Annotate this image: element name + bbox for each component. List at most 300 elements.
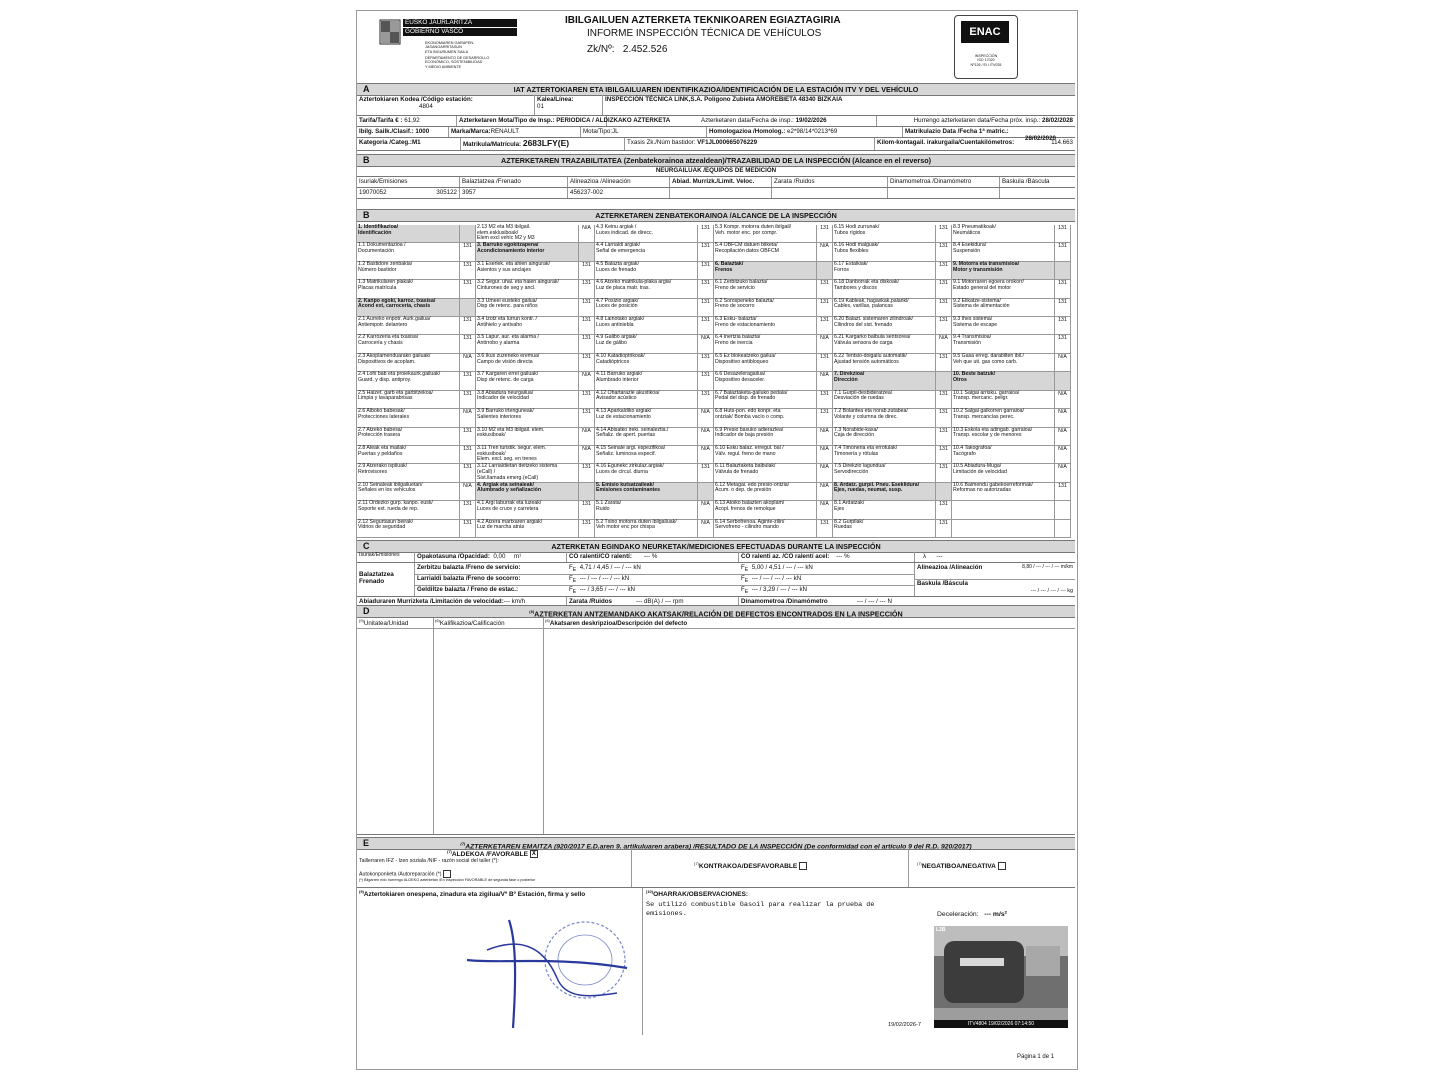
scope-item-result: 131 (579, 501, 595, 519)
scope-item-result: 131 (1055, 317, 1071, 335)
scope-item-4-9 (833, 391, 936, 409)
scope-item-label: 3. Barruko egokitzapena/ Acondicionamiento interior (477, 242, 545, 255)
scope-item-label: 2.6 Alboko babesak/ Protecciones laterales (358, 408, 410, 420)
scope-item-2-13 (595, 464, 698, 482)
scope-item-label: 8. Ardatz. gurpil. Pneu. Eseklidura/ Ejes, ruedas, neumat, susp. (834, 481, 920, 494)
scope-item-result (698, 483, 714, 501)
scope-item-result: 131 (460, 428, 476, 446)
scope-item-4-13 (833, 464, 936, 482)
defects-col-rating: Kalifikazioa/Calificación (439, 620, 505, 628)
scope-item-5-16 (952, 520, 1055, 538)
scope-item-4-0 (833, 225, 936, 243)
scope-item-1-13 (476, 464, 579, 482)
scope-item-1-9 (476, 391, 579, 409)
scope-item-label: 2.9 Atzerako ispiluak/ Retrovisores (358, 463, 408, 476)
scope-item-5-5 (952, 317, 1055, 335)
scope-item-label: 2.12 Segurtasun beirak/ Vidrios de seguridad (358, 518, 414, 531)
scope-item-label: 6.11 Balaztaketa balbulak/ Válvula de frenado (715, 463, 776, 476)
scope-item-3-0 (714, 225, 817, 243)
scope-item-label: 3.7 Kargaren errel gailuak/ Disp de retenc. de carga (477, 371, 539, 383)
scope-item-result: 131 (579, 262, 595, 280)
inspection-report-page (356, 10, 1078, 1070)
scope-item-label: 3.5 Lapur. aur. eta alarma / Antirrobo y alarma (477, 334, 540, 347)
scope-item-4-3 (833, 280, 936, 298)
scope-item-result: 131 (698, 391, 714, 409)
scope-item-result: 131 (460, 262, 476, 280)
scope-item-result: 131 (1055, 225, 1071, 243)
scope-item-result: N/A (698, 335, 714, 353)
scope-item-label: 9. Motorra eta transmisioa/ Motor y transmisión (953, 260, 1020, 273)
scope-item-result: N/A (579, 372, 595, 390)
scope-item-1-14 (476, 483, 579, 501)
scope-item-result: N/A (817, 372, 833, 390)
scope-item-2-2 (595, 262, 698, 280)
scope-item-3-16 (714, 520, 817, 538)
scope-item-2-1 (595, 243, 698, 261)
title-spanish: INFORME INSPECCIÓN TÉCNICA DE VEHÍCULOS (587, 28, 822, 39)
scope-item-label: 4.8 Lainotako argiak/ Luces antiniebla (596, 316, 645, 328)
section-b-scope-header: B AZTERKETAREN ZENBATEKORAINOA /ALCANCE DE LA INSPECCIÓN (357, 209, 1075, 222)
scope-item-3-10 (714, 409, 817, 427)
scope-item-3-15 (714, 501, 817, 519)
scope-item-result: N/A (817, 464, 833, 482)
scope-item-result: N/A (698, 501, 714, 519)
scope-item-result (579, 483, 595, 501)
scope-item-result: 131 (936, 280, 952, 298)
scope-item-result: 131 (460, 335, 476, 353)
scope-item-label: 3.1 Eserlek. eta ahien aingurak/ Asientos y sus anclajes (477, 260, 550, 273)
scope-item-result (460, 225, 476, 243)
scope-item-result: N/A (460, 409, 476, 427)
scope-item-label: 2.5 Haizet. garb eta garbitzekoa/ Limpia y lavaparabrisas (358, 389, 433, 402)
scope-item-result: 131 (698, 243, 714, 261)
scope-item-result: 131 (936, 243, 952, 261)
scope-item-result: 131 (1055, 280, 1071, 298)
scope-item-3-9 (714, 391, 817, 409)
scope-item-3-8 (714, 372, 817, 390)
scope-item-result: 131 (460, 372, 476, 390)
scope-item-0-14 (357, 483, 460, 501)
scope-item-4-2 (833, 262, 936, 280)
scope-item-label: 6.7 Balaztaketa-gailuko pedala/ Pedal del disp. de frenado (715, 389, 788, 402)
scope-item-result: 131 (579, 464, 595, 482)
scope-item-1-11 (476, 428, 579, 446)
scope-item-result: N/A (817, 483, 833, 501)
section-b-traceability-header: B AZTERKETAREN TRAZABILITATEA (Zenbatekorainoa atzealdean)/TRAZABILIDAD DE LA INSPECCIÓN (Alcance en el reverso) (357, 154, 1075, 167)
scope-item-result: N/A (1055, 409, 1071, 427)
defects-col-description: Akatsaren deskripzioa/Descripción del defecto (549, 620, 688, 628)
scope-item-label: 4.10 Katadioptrikoak/ Catadióptricos (596, 352, 645, 365)
scope-item-3-2 (714, 262, 817, 280)
scope-item-3-14 (714, 483, 817, 501)
scope-item-label: 6.18 Danborrak eta diskoak/ Tambores y discos (834, 279, 899, 291)
scope-item-result: 131 (936, 409, 952, 427)
scope-item-result (936, 483, 952, 501)
scope-item-4-12 (833, 446, 936, 464)
defects-col-unit: Unitatea/Unidad (363, 620, 409, 628)
scope-item-label: 4.16 Egunekc zirkulaz.argiak/ Luces de circul. diurna (596, 463, 664, 476)
scope-item-5-4 (952, 299, 1055, 317)
scope-item-5-10 (952, 409, 1055, 427)
station-row: Aztertokiaren Kodea /Código estación: 4804 Kalea/Línea: 01 INSPECCIÓN TÉCNICA LINK,S.A. Polígono Zubieta AMOREBIETA 48340 BIZKAIA (357, 95, 1075, 116)
scope-item-result: 131 (1055, 335, 1071, 353)
scope-item-1-5 (476, 317, 579, 335)
scope-item-result: 131 (698, 299, 714, 317)
scope-item-4-6 (833, 335, 936, 353)
scope-item-2-9 (595, 391, 698, 409)
scope-item-label: 5.2 Txino motorra duten ibilgailuak/ Veh motor enc por chispa (596, 518, 677, 531)
scope-item-label: 4.12 Ohartarazle akustikoa/ Avisador acústico (596, 389, 660, 402)
scope-item-label: 2.4 Lohi bab eta proiekaurk.gailuak/ Guard. y disp. antiproy. (358, 371, 441, 383)
scope-item-result: N/A (1055, 354, 1071, 372)
scope-item-5-12 (952, 446, 1055, 464)
scope-item-label: 8.1 Ardatzak/ Ejes (834, 500, 865, 512)
scope-item-label: 3.6 Ikus zuzeneko eremua/ Campo de visión directa (477, 352, 540, 365)
scope-item-5-14 (952, 483, 1055, 501)
scope-item-2-15 (595, 501, 698, 519)
scope-item-0-10 (357, 409, 460, 427)
scope-item-result: 131 (698, 225, 714, 243)
scope-item-0-16 (357, 520, 460, 538)
scope-item-1-0 (476, 225, 579, 243)
scope-item-result: 131 (936, 428, 952, 446)
scope-item-2-7 (595, 354, 698, 372)
scope-item-result: 131 (698, 464, 714, 482)
scope-item-1-8 (476, 372, 579, 390)
scope-item-0-4 (357, 299, 460, 317)
scope-item-label: 7.1 Gurpil-desbideratzea/ Desviación de ruedas (834, 389, 893, 402)
scope-item-1-6 (476, 335, 579, 353)
scope-item-label: 5.1 Zarata/ Ruido (596, 500, 622, 512)
inspection-type-row: Tarifa/Tarifa € : 61,92 Azterketaren Mota/Tipo de Insp.: PERIODICA / ALDIZKAKO AZTERKETA Azterketaren data/Fecha de insp.: 19/02/2026 Hurrengo azterketaren data/Fecha próx. insp.: 28/02/2028 (357, 116, 1075, 127)
scope-item-result: N/A (460, 483, 476, 501)
scope-item-label: 2.1 Aurreko enpotr. Aurk.gailua/ Antiempotr. delantero (358, 316, 431, 328)
scope-item-label: 6.21 Kargarko balbula sentsorea/ Válvula sensora de carga (834, 334, 911, 347)
scope-item-label: 6.6 Desazeleragailua/ Dispositivo desaceler. (715, 371, 766, 383)
self-repair-checkbox (443, 870, 451, 878)
scope-item-result: 131 (579, 391, 595, 409)
scope-item-result: 131 (1055, 299, 1071, 317)
favorable-checkbox: X (531, 851, 536, 858)
scope-item-2-8 (595, 372, 698, 390)
scope-item-result: 131 (460, 501, 476, 519)
section-a-header: A IAT AZTERTOKIAREN ETA IBILGAILUAREN IDENTIFIKAZIOA/IDENTIFICACIÓN DE LA ESTACIÓN ITV Y DEL VEHÍCULO (357, 83, 1075, 96)
scope-item-result: 131 (460, 280, 476, 298)
scope-item-3-12 (714, 446, 817, 464)
scope-item-label: 1.3 Matrikularen plakak/ Placas matrícula (358, 279, 414, 291)
scope-item-label: 4.6 Atzeko matrikula-plaka argia/ Luz de placa matr. tras. (596, 279, 672, 291)
scope-item-label: 6.15 Hodi zurrunak/ Tubos rígidos (834, 224, 880, 236)
scope-item-result: 131 (817, 391, 833, 409)
title-basque: IBILGAILUEN AZTERKETA TEKNIKOAREN EGIAZTAGIRIA (565, 15, 841, 26)
scope-item-label: 3.10 M2 eta M3 ibilgail. elem. eskiusiboak/ (477, 426, 545, 439)
scope-item-label: 4.9 Galibo argiak/ Luz de gálibo (596, 334, 637, 347)
scope-item-label: 6.13 Atoiko balazten akoplam/ Acopl. frenos de remolque (715, 500, 785, 512)
scope-item-3-7 (714, 354, 817, 372)
scope-item-result: N/A (936, 335, 952, 353)
scope-item-label: 8.3 Pneumatikoak/ Neumáticos (953, 224, 996, 236)
photo-caption: ITV4804 19/02/2026 07:14:50 (934, 1020, 1068, 1028)
scope-item-3-1 (714, 243, 817, 261)
scope-item-result: 131 (460, 243, 476, 261)
scope-item-label: 7.2 Bolantea eta norab.zutabea/ Volante y columna de direc. (834, 408, 908, 420)
scope-item-result: N/A (1055, 428, 1071, 446)
scope-item-label: 2.10 Seinaleak ibilgailuetan/ Señales en los vehículos (358, 481, 423, 494)
scope-item-result: 131 (936, 299, 952, 317)
scope-item-0-8 (357, 372, 460, 390)
scope-item-label: 4.15 Seinale argi. espezifikoa/ Señaliz. luminosa especif. (596, 444, 666, 457)
scope-item-result: 131 (936, 391, 952, 409)
scope-item-label: 2.3 Akoplamenduarako gailuak/ Dispositivos de acoplam. (358, 352, 431, 365)
scope-item-label: 10.3 Eskola eta adingab. garraioa/ Transp. escolar y de menores (953, 426, 1033, 439)
scope-item-label: 2.8 Ateak eta mailak/ Puertas y peldaños (358, 444, 407, 457)
scope-item-result: N/A (817, 501, 833, 519)
scope-item-label: 9.3 Ihes sistema/ Sistema de escape (953, 316, 998, 328)
scope-item-0-9 (357, 391, 460, 409)
scope-item-result: N/A (817, 428, 833, 446)
scope-item-label: 10. Beste batzuk/ Otros (953, 371, 996, 383)
scope-item-result: 131 (936, 354, 952, 372)
scope-item-result: 131 (579, 280, 595, 298)
scope-item-4-1 (833, 243, 936, 261)
scope-item-4-7 (833, 354, 936, 372)
scope-item-label: 2.7 Atzeko babesa/ Protección trasera (358, 426, 403, 439)
scope-item-label: 10.2 Salgai galkorren garraioa/ Transp. mercancías perec. (953, 408, 1024, 420)
scope-item-5-2 (952, 262, 1055, 280)
equipment-values-row: 19070052 305122 3957 456237-002 (357, 188, 1075, 199)
scope-item-result (1055, 501, 1071, 519)
scope-item-label: 4.4 Larrialdi argiak/ Señal de emergencia (596, 242, 646, 255)
scope-item-result: 131 (698, 372, 714, 390)
scope-item-result: 131 (698, 354, 714, 372)
scope-item-label: 7.5 Direkzio lagundua/ Servodirección (834, 463, 886, 476)
scope-item-3-6 (714, 335, 817, 353)
scope-item-3-5 (714, 317, 817, 335)
scope-item-result: N/A (579, 428, 595, 446)
scope-item-1-4 (476, 299, 579, 317)
scope-item-label: 1. Identifikazioa/ Identificación (358, 224, 399, 236)
scope-item-label: 6.9 Presio baxuko adierazlea/ Indicador de baja presión (715, 426, 784, 439)
scope-item-2-0 (595, 225, 698, 243)
scope-item-0-15 (357, 501, 460, 519)
scope-item-label: 3.9 Barruko irtenguneak/ Salientes interiores (477, 408, 534, 420)
scope-item-result: 131 (817, 280, 833, 298)
scope-item-label: 3.4 Izotz eta lurrun kontr. / Antihielo y antivaho (477, 316, 537, 328)
scope-item-0-2 (357, 262, 460, 280)
scope-item-label: 4.3 Keinu argiak / Luces indicad. de direcc. (596, 224, 654, 236)
scope-item-result: 131 (460, 446, 476, 464)
inspection-scope-grid (357, 225, 1075, 538)
scope-item-1-10 (476, 409, 579, 427)
scope-item-label: 4.1 Argi laburrak eta luzeak/ Luces de cruce y carretera (477, 500, 542, 512)
scope-item-1-2 (476, 262, 579, 280)
page-number: Página 1 de 1 (1017, 1054, 1055, 1060)
scope-item-label: 2. Kanpo egoki, karroz, txasisa/ Acond ext, carrocería, chasis (358, 297, 436, 310)
defects-table: $^{(9)}$Unitatea/Unidad $^{(6)}$Kalifikazioa/Calificación $^{(8)}$Akatsaren deskripzioa/Descripción del defecto (357, 618, 1075, 835)
scope-item-1-3 (476, 280, 579, 298)
scope-item-5-15 (952, 501, 1055, 519)
scope-item-result: N/A (817, 243, 833, 261)
scope-item-result: 131 (936, 446, 952, 464)
report-number: Zk/Nº: 2.452.526 (587, 44, 668, 55)
scope-item-label: 6.19 Kableak, hagaxkak,palankl/ Cables, varillas, palancas (834, 297, 909, 310)
scope-item-label: 4.13 Aparkaldiko argiak/ Luz de estacionamiento (596, 408, 652, 420)
scope-item-label: 5. Emisio kutsatzaileak/ Emisiones contaminantes (596, 481, 660, 494)
scope-item-label: 2.11 Ordezko gurp. kanpo. eusk/ Soporte ext. rueda de rep. (358, 500, 433, 512)
scope-item-0-13 (357, 464, 460, 482)
result-row: $^{(7)}$ALDEKOA /FAVORABLE X Taillerraren IFZ - Izen soziala /NIF - razón social del taller (*): Autokonponketa /Autoreparación (*) (*) Bilgarren edo hurrengo ALDEKO azterketan /En inspección FAVORABLE de segunda fase o posterior $^{(7)}$KONTRAKOA/DESFAVORABLE $^{(7)}$NEGATIBOA/NEGATIVA (357, 849, 1075, 888)
scope-item-4-16 (833, 520, 936, 538)
scope-item-label: 3.3 Umeei eusteko gailua/ Disp de retenc. para niños (477, 297, 538, 310)
plate-row: Kategoria /Categ.:M1 Matrikula/Matrícula: 2683LFY(E) Txasis Zk./Núm bastidor: VF1JL000665076229 Kilom-kontagail. irakurgaila/Cuentakilómetros: 114.663 (357, 138, 1075, 151)
scope-item-1-16 (476, 520, 579, 538)
scope-item-label: 4.14 Abisatko ireki. seinaleztia./ Señaliz. de apert. puertas (596, 426, 669, 439)
scope-item-result: N/A (698, 446, 714, 464)
unfavorable-checkbox (799, 862, 807, 870)
scope-item-result: 131 (698, 262, 714, 280)
section-d-header: D $^{(8)}$AZTERKETAN ANTZEMANDAKO AKATSAK/RELACIÓN DE DEFECTOS ENCONTRADOS EN LA INSPECCIÓN (357, 605, 1075, 618)
scope-item-3-4 (714, 299, 817, 317)
scope-item-2-4 (595, 299, 698, 317)
scope-item-2-5 (595, 317, 698, 335)
scope-item-label: 4.11 Barruko argiak/ Alumbrado interior (596, 371, 643, 383)
scope-item-2-12 (595, 446, 698, 464)
scope-item-result: N/A (1055, 464, 1071, 482)
scope-item-1-12 (476, 446, 579, 464)
basque-government-logo (379, 17, 519, 77)
scope-item-result: 131 (936, 317, 952, 335)
scope-item-5-0 (952, 225, 1055, 243)
scope-item-1-7 (476, 354, 579, 372)
scope-item-result: 131 (936, 464, 952, 482)
scope-item-5-7 (952, 354, 1055, 372)
enac-logo (954, 15, 1018, 79)
scope-item-label: 10.1 Salgai arrisku. garraioa/ Transp. mercanc. peligr. (953, 389, 1020, 402)
scope-item-0-1 (357, 243, 460, 261)
scope-item-result: 131 (1055, 483, 1071, 501)
scope-item-0-5 (357, 317, 460, 335)
logo-line-2: GOBIERNO VASCO (403, 28, 517, 36)
scope-item-result: N/A (579, 225, 595, 243)
scope-item-result: 131 (817, 354, 833, 372)
scope-item-result (1055, 372, 1071, 390)
scope-item-label: 6.2 Sorospeneko balazta/ Freno de socorro (715, 297, 774, 310)
scope-item-result: N/A (817, 446, 833, 464)
scope-item-2-11 (595, 428, 698, 446)
scope-item-result: N/A (1055, 446, 1071, 464)
scope-item-label: 7.3 Norabide-kaxa/ Caja de dirección (834, 426, 878, 439)
vehicle-class-row: Ibilg. Sailk./Clasif.: 1000 Marka/Marca:RENAULT Mota/Tipo:JL Homologazioa /Homolog.: e2*98/14*0213*69 Matrikulazio Data /Fecha 1ª matric.: 28/02/2020 (357, 127, 1075, 138)
scope-item-label: 4. Argiak eta seinaleak/ Alumbrado y señalización (477, 481, 541, 494)
scope-item-result: 131 (936, 262, 952, 280)
scope-item-result (460, 299, 476, 317)
scope-item-label: 6.22 Tentsio-doigailu automatik/ Ajustad tensión automáticos (834, 352, 907, 365)
scope-item-result: 131 (817, 225, 833, 243)
scope-item-result: 131 (698, 317, 714, 335)
scope-item-result: N/A (1055, 391, 1071, 409)
scope-item-label: 1.2 Bastidore zenbakia/ Número bastidor (358, 260, 413, 273)
scope-item-label: 4.5 Balazta argiak/ Luces de frenado (596, 260, 639, 273)
scope-item-result: 131 (579, 299, 595, 317)
speed-noise-row: Abiaduraren Murrizketa /Limitación de velocidad:--- km/h Zarata /Ruidos --- dB(A) / --- rpm Dinamometroa /Dinamómetro --- / --- / --- N (357, 597, 1075, 608)
scope-item-label: 6. Balaztak/ Frenos (715, 260, 744, 273)
scope-item-label: 10.4 Takografoa/ Tacógrafo (953, 444, 992, 457)
scope-item-label: 6.20 Balazt. sistemaren zilindroak/ Cilindros del sist. frenado (834, 316, 914, 328)
scope-item-label: 6.16 Hodi malguak/ Tubos flexibles (834, 242, 879, 255)
scope-item-4-8 (833, 372, 936, 390)
scope-item-0-0 (357, 225, 460, 243)
scope-item-label: 8.4 Esekidura/ Suspensión (953, 242, 987, 255)
scope-item-1-15 (476, 501, 579, 519)
scope-item-result: 131 (579, 335, 595, 353)
scope-item-2-16 (595, 520, 698, 538)
scope-item-result: 131 (817, 409, 833, 427)
scope-item-2-6 (595, 335, 698, 353)
scope-item-4-15 (833, 501, 936, 519)
signature-observations-block: $^{(9)}$Aztertokiaren onespena, zinadura eta zigilua/Vº Bº Estación, firma y sello $^{(10)}$OHARRAK/OBSERVACIONES: Se utilizó combustible Gasoil para realizar la prueba de emisiones. Deceleración: --- m/s² L2B ITV4804 19/02/2026 07:14:50 19/02/2026-7 (357, 888, 1075, 1035)
scope-item-result (579, 243, 595, 261)
scope-item-result: 131 (579, 520, 595, 538)
scope-item-label: 6.17 Estalkiak/ Forros (834, 260, 868, 273)
scope-item-label: 1.1 Dokumentazioa / Documentación (358, 242, 406, 255)
scope-item-label: 3.8 Abiadura neurgailua/ Indicador de velocidad (477, 389, 534, 402)
scope-item-label: 6.12 Metagai. edo presio-ontzia/ Acum. o dep. de presión (715, 481, 790, 494)
negative-checkbox (998, 862, 1006, 870)
signature-stamp-icon (447, 898, 637, 1033)
scope-item-result: 131 (460, 317, 476, 335)
scope-item-4-5 (833, 317, 936, 335)
scope-item-4-11 (833, 428, 936, 446)
emissions-row: Isuriak/Emisiones Opakotasuna /Opacidad: 0,00 m¹ CO ralenti/CO ralentí: --- % CO ralenti az. /CO ralentí acel: --- % λ --- (357, 552, 1075, 563)
scope-item-label: 5.3 Kompr. motorra duten ibilgail/ Veh. motor enc. por compr. (715, 224, 792, 236)
equipment-subtitle: NEURGAILUAK /EQUIPOS DE MEDICIÓN (357, 166, 1075, 177)
scope-item-2-14 (595, 483, 698, 501)
scope-item-result: 131 (817, 520, 833, 538)
scope-item-label: 3.2 Segur. uhal. eta haien aingurak/ Cinturones de seg y ancl. (477, 279, 559, 291)
scope-item-result: N/A (698, 428, 714, 446)
scope-item-result (817, 262, 833, 280)
scope-item-label: 4.2 Atzera martxaren argiak/ Luz de marcha atrás (477, 518, 543, 531)
logo-line-1: EUSKO JAURLARITZA (403, 19, 517, 27)
scope-item-label: 5.4 OBFCM datuen bilketa/ Recopilación datos OBFCM (715, 242, 780, 255)
scope-item-result: 131 (936, 520, 952, 538)
scope-item-label: 2.13 M2 eta M3 ibilgail. elem.esklusiboak/ Elem excl vehíc M2 y M3 (477, 224, 535, 242)
enac-mark: ENAC (961, 21, 1009, 43)
scope-item-result (1055, 262, 1071, 280)
scope-item-0-6 (357, 335, 460, 353)
scope-item-3-3 (714, 280, 817, 298)
scope-item-label: 10.6 Baimendu gabekoerreformak/ Reformas no autorizadas (953, 481, 1033, 494)
scope-item-result: 131 (579, 354, 595, 372)
scope-item-result: 131 (460, 520, 476, 538)
scope-item-1-1 (476, 243, 579, 261)
scope-item-label: 6.8 Huts-pon. edo konpr. eta ontziak/ Bomba vacío o comp. (715, 408, 785, 420)
scope-item-5-8 (952, 372, 1055, 390)
scope-item-5-11 (952, 428, 1055, 446)
scope-item-2-3 (595, 280, 698, 298)
scope-item-result: 131 (1055, 243, 1071, 261)
scope-item-result: N/A (698, 409, 714, 427)
scope-item-result: 131 (936, 501, 952, 519)
scope-item-result: 131 (579, 317, 595, 335)
print-date-stamp: 19/02/2026-7 (888, 1022, 921, 1028)
scope-item-label: 7. Direkzioa/ Dirección (834, 371, 865, 383)
scope-item-label: 9.1 Motorraren egoera orokorr/ Estado general del motor (953, 279, 1024, 291)
scope-item-result (936, 372, 952, 390)
scope-item-label: 9.4 Transmisioa/ Transmisión (953, 334, 992, 347)
scope-item-4-10 (833, 409, 936, 427)
scope-item-label: 6.5 Ez blokeatzeko gailua/ Dispositivo antibloqueo (715, 352, 776, 365)
